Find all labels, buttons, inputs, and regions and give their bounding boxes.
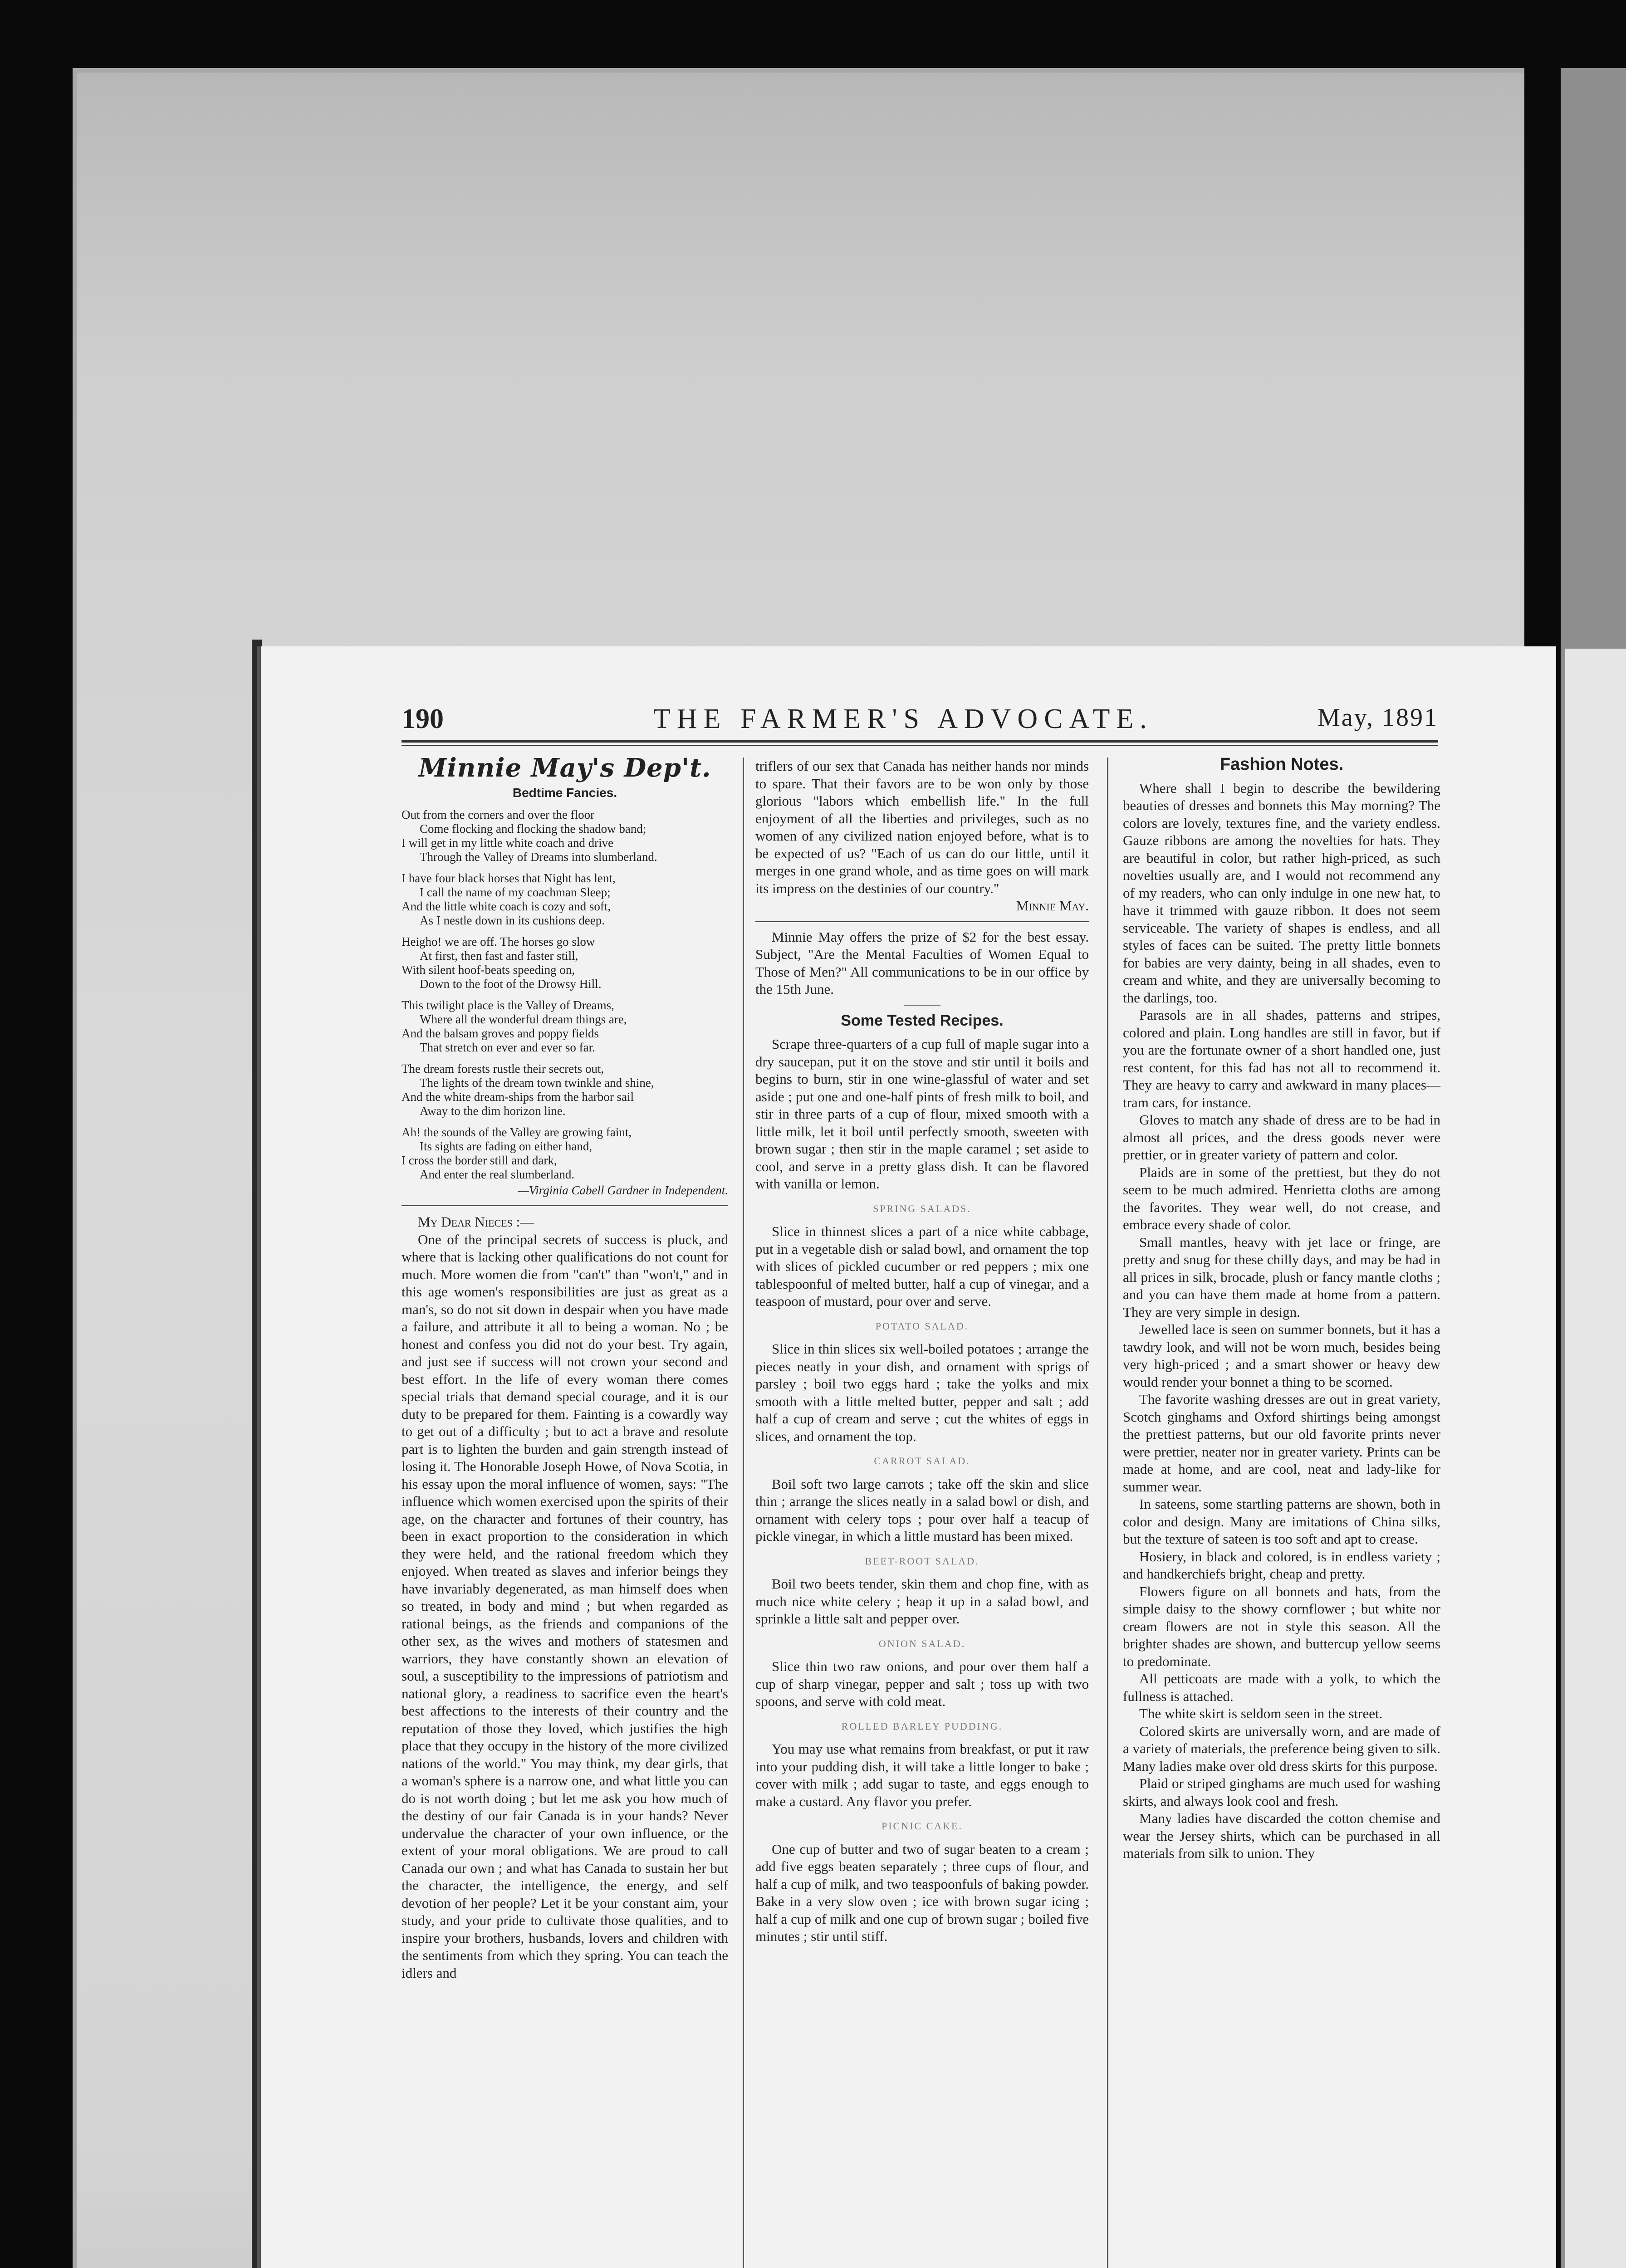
fashion-paragraph: Plaids are in some of the prettiest, but they do not seem to be much admired. Henrietta cloths are among the favorites. They wear well, do not crease, and embrace every shade of color.: [1123, 1164, 1440, 1232]
poem-line: Ah! the sounds of the Valley are growing faint,: [402, 1125, 632, 1139]
recipe-text: You may use what remains from breakfast, or put it raw into your pudding dish, it will take a little longer to bake ; cover with milk ; add sugar to taste, and eggs enough to make a custard. Any flavor you prefer.: [755, 1741, 1089, 1809]
fashion-paragraph: Flowers figure on all bonnets and hats, from the simple daisy to the showy cornflower ; but white nor cream flowers are not in style this season. All the brighter shades are shown, and buttercup yellow seems to predominate.: [1123, 1583, 1440, 1669]
journal-title: THE FARMER'S ADVOCATE.: [653, 704, 1153, 734]
department-title: Minnie May's Dep't.: [418, 753, 711, 783]
section-rule: [755, 921, 1089, 922]
fashion-paragraph: Plaid or striped ginghams are much used for washing skirts, and always look cool and fresh.: [1123, 1775, 1440, 1809]
fashion-paragraph: All petticoats are made with a yolk, to which the fullness is attached.: [1123, 1671, 1440, 1704]
poem-stanza: [402, 935, 728, 991]
page-number: 190: [402, 704, 444, 734]
fashion-paragraph: Where shall I begin to describe the bewildering beauties of dresses and bonnets this May morning? The colors are lovely, textures fine, and the variety endless. Gauze ribbons are among the novelties for hats. They are beautiful in color, but rather high-priced, as such novelties usually are, and I would not recommend any of my readers, who can only indulge in one new hat, to have it trimmed with gauze ribbon. It does not seem serviceable. The variety of shapes is endless, and all styles of faces can be suited. The pretty little bonnets for babies are very dainty, being in all shades, even to cream and white, and they are universally becoming to the darlings, too.: [1123, 780, 1440, 1006]
column-divider-2: [1107, 758, 1108, 2268]
fashion-paragraph: Small mantles, heavy with jet lace or fringe, are pretty and snug for these chilly days, and may be had in all prices in silk, brocade, plush or fancy mantle cloths ; and you can have them made at home from a pattern. They are very simple in design.: [1123, 1234, 1440, 1320]
poem-line: The lights of the dream town twinkle and shine,: [420, 1076, 654, 1090]
recipe-text: Boil soft two large carrots ; take off the skin and slice thin ; arrange the slices neatly in a salad bowl or dish, and ornament with celery tops ; pour over half a teacup of pickle vinegar, in which a little mustard has been mixed.: [755, 1476, 1089, 1544]
page-edge-shadow: [252, 640, 262, 2268]
poem-line: Where all the wonderful dream things are,: [420, 1012, 627, 1026]
poem-line: I have four black horses that Night has lent,: [402, 871, 616, 885]
poem-line: Its sights are fading on either hand,: [420, 1139, 593, 1153]
poem-line: I call the name of my coachman Sleep;: [420, 885, 611, 899]
poem-stanza: [402, 871, 728, 928]
letter-paragraph: One of the principal secrets of success is pluck, and where that is lacking other qualifications do not count for much. More women die from "can't" than "won't," and in this age women's responsibilities are just as great as a man's, so do not sit down in despair when you have made a failure, and attribute it all to being a woman. No ; be honest and confess you did not do your best. Try again, and just see if success will not crown your second and best effort. In the life of every woman there comes special trials that demand special courage, and it is our duty to be prepared for them. Fainting is a cowardly way to get out of a difficulty ; but to act a brave and resolute part is to lighten the burden and gain strength instead of losing it. The Honorable Joseph Howe, of Nova Scotia, in his essay upon the moral influence of women, says: "The influence which women exercised upon the spirits of their age, on the character and fortunes of their country, has been in exact proportion to the consideration in which they were held, and the rational freedom which they enjoyed. When treated as slaves and inferior beings they have invariably degenerated, as man himself does when so treated, in body and mind ; but when regarded as rational beings, as the friends and companions of the other sex, as the wives and mothers of statesmen and warriors, they have constantly shown an elevation of soul, a susceptibility to the impressions of patriotism and national glory, a readiness to sacrifice even the heart's best affections to the interests of their country and the reputation of those they loved, which justifies the high place that they occupy in the history of the more civilized nations of the world." You may think, my dear girls, that a woman's sphere is a narrow one, and what little you can do is not worth doing ; but let me ask you how much of the destiny of our fair Canada is in your hands? Never undervalue the character of your own influence, or the extent of your moral obligations. We are proud to call Canada our own ; and what has Canada to sustain her but the character, the intelligence, the energy, and self devotion of her people? Let it be your constant aim, your study, and your pride to cultivate those qualities, and to inspire your brothers, husbands, lovers and children with the sentiments from which they spring. You can teach the idlers and: [402, 1231, 728, 1981]
recipe-heading: POTATO SALAD.: [875, 1320, 969, 1332]
poem-stanza: [402, 1125, 728, 1182]
poem-line: And the little white coach is cozy and soft,: [402, 899, 611, 913]
fashion-paragraph: Jewelled lace is seen on summer bonnets, but it has a tawdry look, and will not be worn much, besides being very high-priced ; and a smart shower or heavy dew would render your bonnet a thing to be scorned.: [1123, 1321, 1440, 1390]
column-left: [402, 753, 728, 1982]
recipe-heading: SPRING SALADS.: [873, 1202, 971, 1214]
recipe-text: One cup of butter and two of sugar beaten to a cream ; add five eggs beaten separately ; three cups of flour, and half a cup of milk, and two teaspoonfuls of baking powder. Bake in a very slow oven ; ice with brown sugar icing ; half a cup of milk and one cup of brown sugar ; boiled five minutes ; stir until stiff.: [755, 1841, 1089, 1944]
fashion-paragraph: Many ladies have discarded the cotton chemise and wear the Jersey shirts, which can be purchased in all materials from silk to union. They: [1123, 1810, 1440, 1861]
page-header: [402, 703, 1438, 735]
recipe-heading: PICNIC CAKE.: [881, 1820, 963, 1832]
poem-line: This twilight place is the Valley of Dreams,: [402, 998, 614, 1012]
poem-line: And enter the real slumberland.: [420, 1168, 575, 1181]
signature: Minnie May.: [1016, 898, 1089, 914]
salutation: My Dear Nieces :—: [418, 1214, 534, 1230]
header-rule: [402, 740, 1438, 743]
poem-line: And the balsam groves and poppy fields: [402, 1026, 599, 1040]
poem-line: As I nestle down in its cushions deep.: [420, 914, 605, 927]
poem-line: Through the Valley of Dreams into slumberland.: [420, 850, 657, 864]
poem-line: I cross the border still and dark,: [402, 1154, 557, 1167]
poem: [402, 808, 728, 1198]
fashion-paragraph: In sateens, some startling patterns are shown, both in color and design. Many are imitations of China silks, but the texture of sateen is too soft and apt to crease.: [1123, 1496, 1440, 1547]
poem-title: Bedtime Fancies.: [512, 785, 617, 800]
fashion-paragraph: Gloves to match any shade of dress are to be had in almost all prices, and the dress goods never were prettier, or in greater variety of pattern and color.: [1123, 1112, 1440, 1163]
poem-rule: [402, 1205, 728, 1206]
recipe-heading: CARROT SALAD.: [874, 1455, 970, 1466]
fashion-paragraph: Colored skirts are universally worn, and are made of a variety of materials, the preference being given to silk. Many ladies make over old dress skirts for this purpose.: [1123, 1723, 1440, 1774]
recipe-heading: BEET-ROOT SALAD.: [865, 1555, 980, 1567]
poem-line: The dream forests rustle their secrets out,: [402, 1062, 604, 1075]
header-rule-thin: [402, 745, 1438, 746]
fashion-paragraph: Parasols are in all shades, patterns and stripes, colored and plain. Long handles are still in favor, but if you are the fortunate owner of a short handled one, just rest content, for this fad has not all to recommend it. They are heavy to carry and awkward in many places—tram cars, for instance.: [1123, 1007, 1440, 1110]
prize-notice: Minnie May offers the prize of $2 for the best essay. Subject, "Are the Mental Faculties of Women Equal to Those of Men?" All communications to be in our office by the 15th June.: [755, 929, 1089, 997]
recipe-text: Slice in thin slices six well-boiled potatoes ; arrange the pieces neatly in your dish, and ornament with sprigs of parsley ; boil two eggs hard ; take the yolks and mix smooth with a little melted butter, pepper and salt ; add half a cup of cream and serve ; cut the whites of eggs in slices, and ornament the top.: [755, 1341, 1089, 1444]
poem-line: Out from the corners and over the floor: [402, 808, 595, 821]
column-middle: [755, 758, 1089, 1945]
recipe-text: Slice thin two raw onions, and pour over them half a cup of sharp vinegar, pepper and salt ; toss up with two spoons, and serve with cold meat.: [755, 1658, 1089, 1709]
issue-date: May, 1891: [1317, 704, 1438, 732]
poem-line: With silent hoof-beats speeding on,: [402, 963, 575, 977]
recipe-text: Boil two beets tender, skin them and chop fine, with as much nice white celery ; heap it up in a salad bowl, and sprinkle a little salt and pepper over.: [755, 1576, 1089, 1627]
poem-line: I will get in my little white coach and drive: [402, 836, 614, 850]
column-right: [1123, 755, 1440, 1862]
poem-line: Come flocking and flocking the shadow band;: [420, 822, 646, 836]
poem-line: At first, then fast and faster still,: [420, 949, 578, 963]
recipes-title: Some Tested Recipes.: [841, 1012, 1004, 1029]
recipe-text: Slice in thinnest slices a part of a nice white cabbage, put in a vegetable dish or salad bowl, and ornament the top with slices of pickled cucumber or red peppers ; mix one tablespoonful of melted butter, half a cup of vinegar, and a teaspoon of mustard, pour over and serve.: [755, 1223, 1089, 1309]
recipe-heading: ONION SALAD.: [878, 1637, 966, 1649]
poem-stanza: [402, 998, 728, 1055]
fashion-paragraph: The favorite washing dresses are out in great variety, Scotch ginghams and Oxford shirtings being amongst the prettiest patterns, but our old favorite prints never were prettier, neater nor in greater variety. Prints can be made at home, and are cool, neat and lady-like for summer wear.: [1123, 1391, 1440, 1495]
poem-line: And the white dream-ships from the harbor sail: [402, 1090, 634, 1104]
fashion-title: Fashion Notes.: [1220, 755, 1344, 774]
letter-continuation: triflers of our sex that Canada has neither hands nor minds to spare. That their favors are to be won only by those glorious "labors which embellish life." In the full enjoyment of all the liberties and privileges, such as no women of any civilized nation enjoyed before, what is to be expected of us? "Each of us can do our little, until it merges in one grand whole, and as time goes on will mark its impress on the destinies of our country.": [755, 758, 1089, 896]
poem-stanza: [402, 808, 728, 864]
poem-line: That stretch on ever and ever so far.: [420, 1041, 595, 1054]
fashion-paragraph: The white skirt is seldom seen in the street.: [1139, 1706, 1383, 1721]
fashion-paragraph: Hosiery, in black and colored, is in endless variety ; and handkerchiefs bright, cheap and pretty.: [1123, 1548, 1440, 1582]
recipe-heading: ROLLED BARLEY PUDDING.: [841, 1720, 1003, 1732]
poem-stanza: [402, 1062, 728, 1118]
poem-line: Away to the dim horizon line.: [420, 1104, 566, 1118]
poem-attribution: —Virginia Cabell Gardner in Independent.: [518, 1183, 728, 1197]
adjacent-page-edge: [1565, 649, 1626, 2268]
recipe-intro: Scrape three-quarters of a cup full of maple sugar into a dry saucepan, put it on the stove and stir until it boils and begins to burn, stir in one wine-glassful of water and set aside ; put one and one-half pints of fresh milk to boil, and stir in three parts of a cup of flour, mixed smooth with a little milk, let it boil until perfectly smooth, sweeten with brown sugar ; then stir in the maple caramel ; set aside to cool, and serve in a pretty glass dish. It can be flavored with vanilla or lemon.: [755, 1036, 1089, 1192]
poem-line: Heigho! we are off. The horses go slow: [402, 935, 595, 948]
short-rule: [904, 1005, 940, 1006]
poem-line: Down to the foot of the Drowsy Hill.: [420, 977, 602, 991]
column-divider-1: [743, 758, 744, 2268]
